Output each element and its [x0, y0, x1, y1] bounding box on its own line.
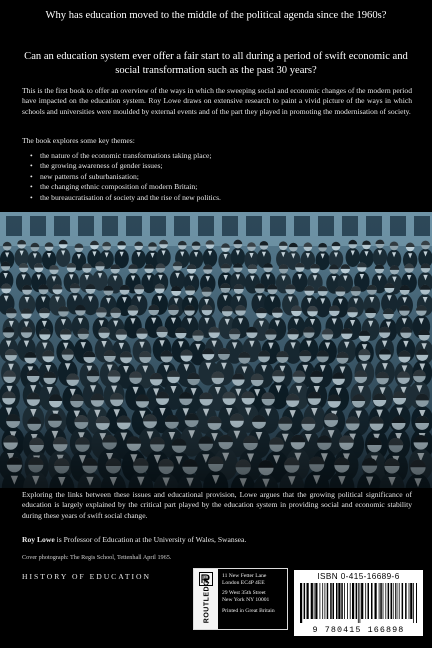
isbn-label: ISBN 0-415-16689-6	[317, 572, 400, 581]
address-line: London EC4P 4EE	[222, 580, 265, 587]
barcode-icon	[300, 583, 417, 623]
publisher-name: ROUTLEDGE	[203, 574, 211, 624]
themes-intro: The book explores some key themes:	[22, 136, 135, 145]
question-2: Can an education system ever offer a fair start to all during a period of swift economic and social transformation such as the past 30 years?	[24, 51, 408, 77]
theme-item: • the changing ethnic composition of modern Britain;	[40, 182, 221, 192]
theme-item: • the growing awareness of gender issues;	[40, 161, 221, 171]
publisher-block	[193, 568, 288, 630]
address-line: 29 West 35th Street	[222, 590, 266, 597]
barcode-block	[294, 570, 423, 636]
routledge-logo	[194, 569, 218, 629]
series-title: HISTORY OF EDUCATION	[22, 572, 152, 581]
themes-list	[40, 151, 221, 203]
publisher-address	[222, 573, 275, 615]
theme-item: • the bureaucratisation of society and the rise of new politics.	[40, 193, 221, 203]
cover-photo-credit: Cover photograph: The Regis School, Tettenhall April 1965.	[22, 554, 172, 561]
intro-paragraph: This is the first book to offer an overview of the ways in which the sweeping social and economic changes of the modern period have impacted on the education system. Roy Lowe draws on extensive research to paint a vivid picture of the ways in which schools and universities were moulded by external events and of the part they played in promoting the modernisation of society.	[22, 86, 412, 116]
author-bio	[22, 535, 412, 545]
address-line: Printed in Great Britain	[222, 607, 275, 614]
author-bio-text: is Professor of Education at the University of Wales, Swansea.	[54, 535, 247, 544]
theme-item: • new patterns of suburbanisation;	[40, 172, 221, 182]
closing-paragraph: Exploring the links between these issues and educational provision, Lowe argues that the growing political significance of education is largely explained by the critical part played by the education system in providing social and economic stability during these years of swift social change.	[22, 490, 412, 520]
question-1: Why has education moved to the middle of the political agenda since the 1960s?	[45, 10, 387, 21]
address-line: New York NY 10001	[222, 597, 270, 604]
school-group-photograph	[0, 212, 432, 488]
author-name: Roy Lowe	[22, 535, 55, 544]
theme-item: • the nature of the economic transformations taking place;	[40, 151, 221, 161]
photo-illustration	[0, 212, 432, 488]
address-line: 11 New Fetter Lane	[222, 573, 267, 579]
ean-number: 9 780415 166898	[312, 625, 405, 635]
